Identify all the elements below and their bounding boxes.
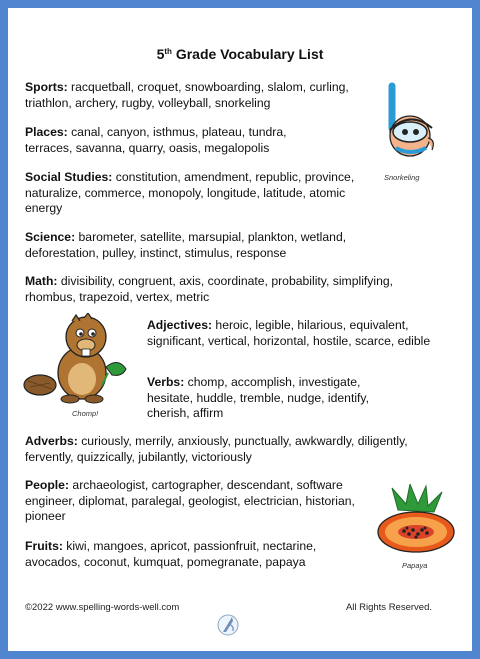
section-adjectives: Adjectives: heroic, legible, hilarious, equivalent, significant, vertical, horizontal, hostile, scarce, edible [147,318,431,348]
papaya-caption: Papaya [402,561,428,570]
section-math: Math: divisibility, congruent, axis, coordinate, probability, simplifying, rhombus, trapezoid, vertex, metric [25,274,394,304]
beaver-caption: Chomp! [72,409,99,418]
section-places: Places: canal, canyon, isthmus, plateau, tundra, terraces, savanna, quarry, oasis, megalopolis [25,125,287,155]
section-fruits: Fruits: kiwi, mangoes, apricot, passionfruit, nectarine, avocados, coconut, kumquat, pomegranate, papaya [25,539,317,569]
section-adverbs: Adverbs: curiously, merrily, anxiously, punctually, awkwardly, diligently, fervently, quizzically, jubilantly, victoriously [25,434,408,464]
section-people: People: archaeologist, cartographer, descendant, software engineer, diplomat, paralegal, geologist, electrician, historian, pioneer [25,478,355,523]
section-science: Science: barometer, satellite, marsupial, plankton, wetland, deforestation, pulley, instinct, stimulus, response [25,230,347,260]
section-social-studies: Social Studies: constitution, amendment, republic, province, naturalize, commerce, monopoly, longitude, latitude, atomic energy [25,170,355,215]
page-title: 5th Grade Vocabulary List [156,46,324,62]
papaya-illustration [376,484,458,560]
snorkel-caption: Snorkeling [384,173,420,182]
section-sports: Sports: racquetball, croquet, snowboarding, slalom, curling, triathlon, archery, rugby, volleyball, snorkeling [25,80,349,110]
rights-text: All Rights Reserved. [345,602,432,613]
copyright-text: ©2022 www.spelling-words-well.com [25,602,180,613]
worksheet-page [8,8,472,651]
beaver-illustration [22,313,138,407]
site-logo-icon [217,612,239,638]
snorkel-diver-illustration [370,80,442,172]
section-verbs: Verbs: chomp, accomplish, investigate, hesitate, huddle, tremble, nudge, identify, cherish, affirm [147,375,369,420]
